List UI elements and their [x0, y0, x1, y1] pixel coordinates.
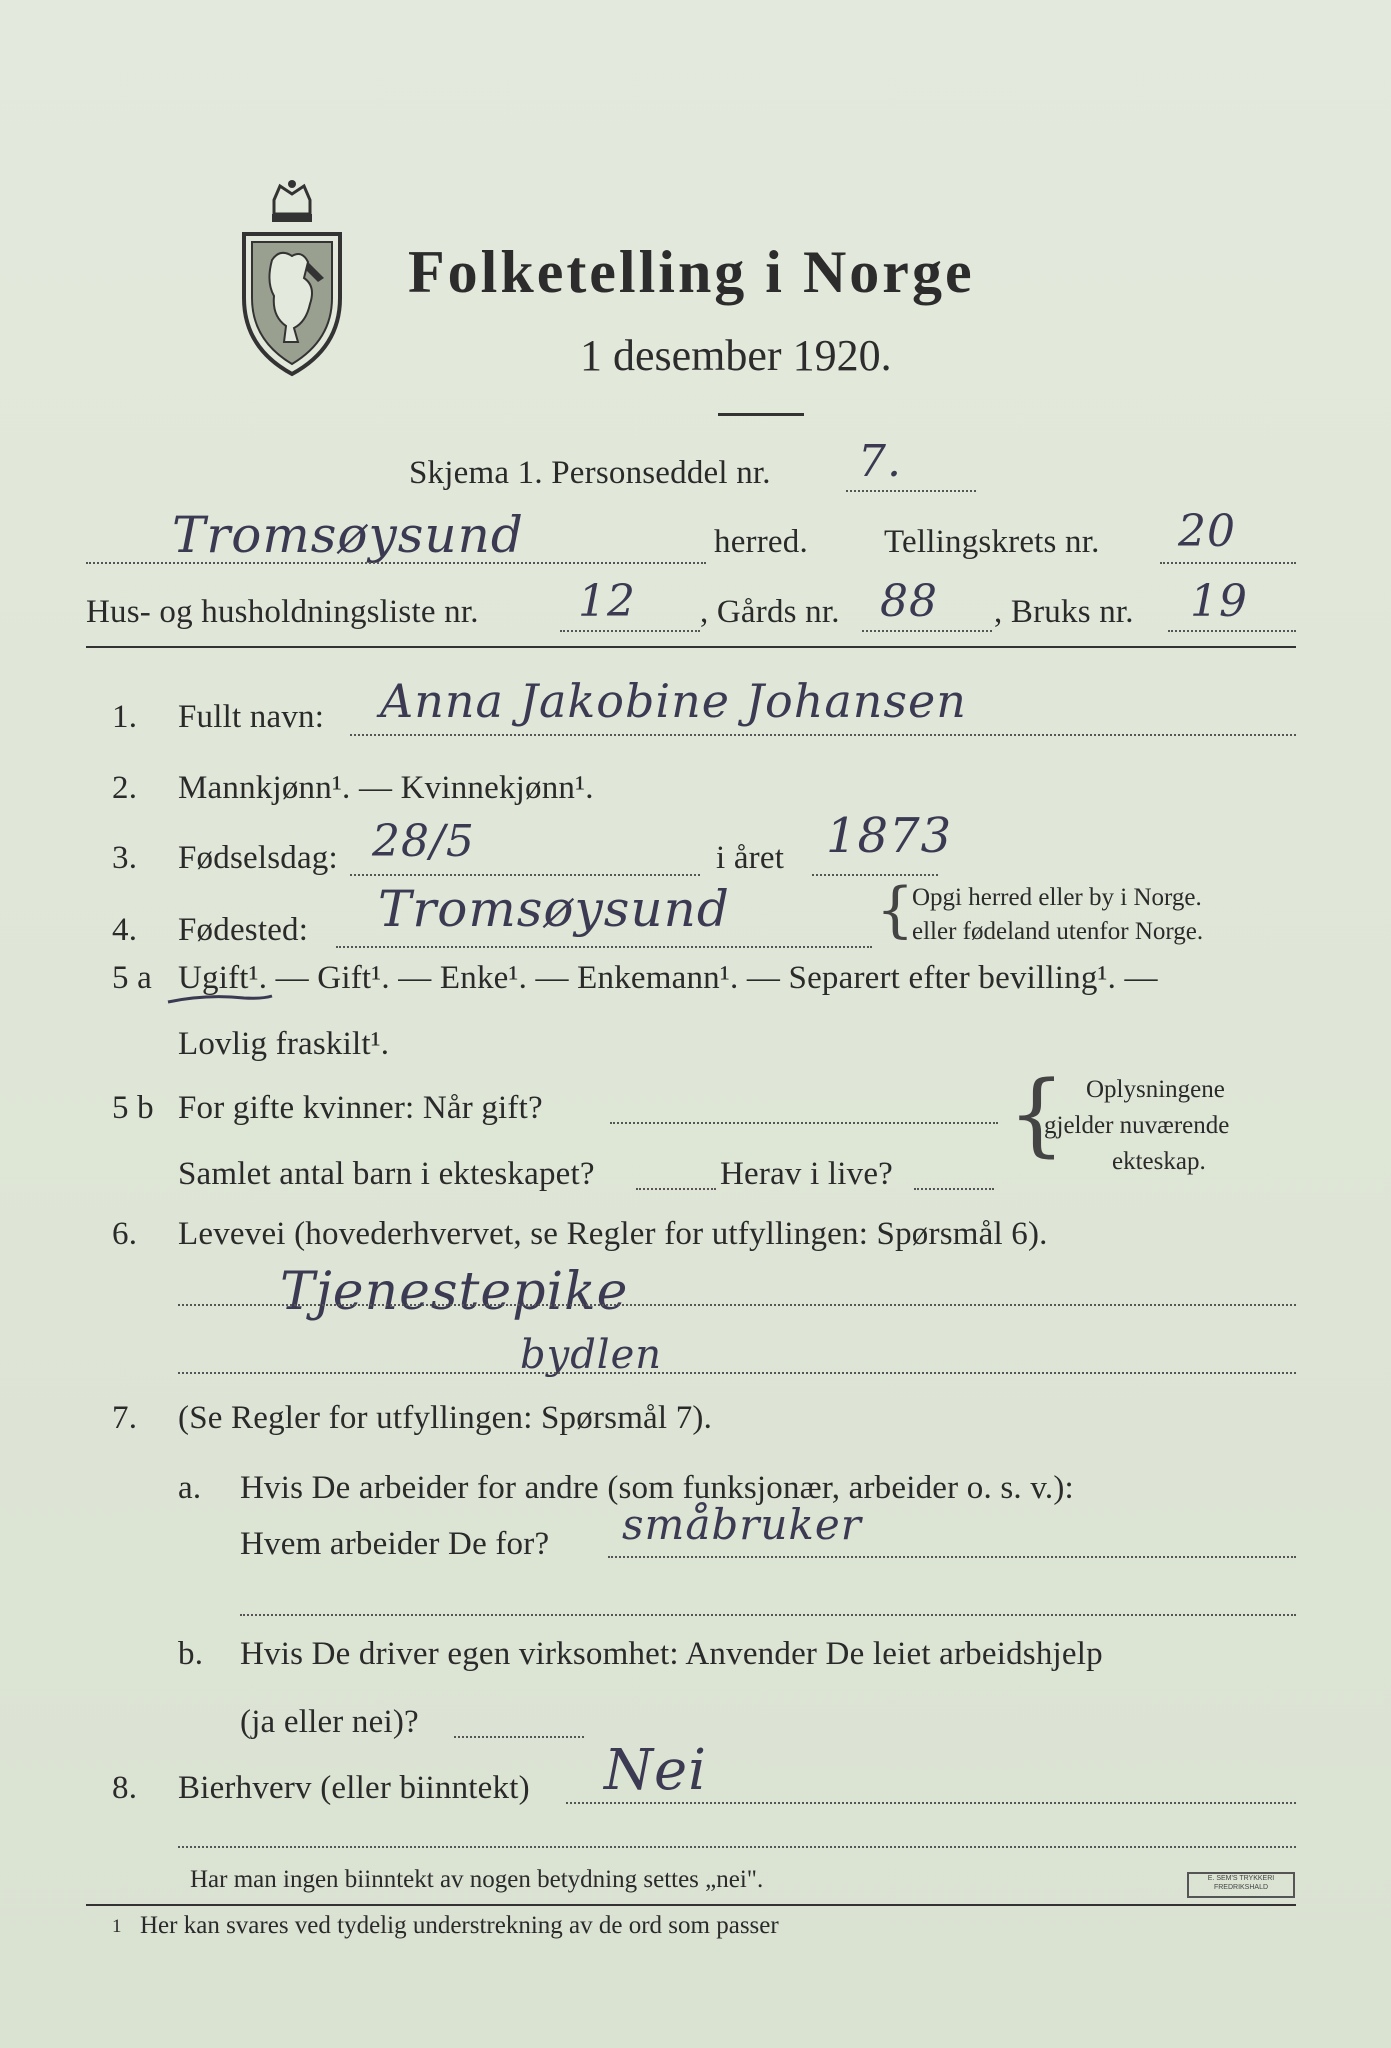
birth-year-line	[812, 874, 938, 876]
marriage-note-line2: gjelder nuværende	[1044, 1112, 1230, 1139]
footnote-number: 1	[112, 1916, 122, 1937]
when-married-line	[610, 1122, 998, 1124]
marriage-note-brace: {	[1008, 1062, 1066, 1167]
gards-line	[862, 630, 992, 632]
q8-label: Bierhverv (eller biinntekt)	[178, 1770, 530, 1806]
q4-label: Fødested:	[178, 912, 309, 948]
q3-label: Fødselsdag:	[178, 840, 338, 876]
side-income-value: Nei	[604, 1738, 708, 1803]
personseddel-number: 7.	[858, 436, 902, 487]
q1-label: Fullt navn:	[178, 699, 325, 735]
tellingskrets-line	[1160, 562, 1296, 564]
side-income-note: Har man ingen biinntekt av nogen betydning settes „nei".	[190, 1866, 764, 1893]
marriage-note-line3: ekteskap.	[1112, 1148, 1206, 1175]
children-line	[636, 1188, 716, 1190]
birth-year-value: 1873	[826, 808, 953, 864]
herred-line	[86, 562, 706, 564]
birthplace-note-line1: Opgi herred eller by i Norge.	[912, 884, 1202, 911]
birthplace-brace: {	[876, 875, 915, 945]
ugift-underline-mark	[166, 990, 276, 1010]
gards-number: 88	[880, 576, 938, 627]
q6-label: Levevei (hovederhvervet, se Regler for utfyllingen: Spørsmål 6).	[178, 1216, 1048, 1252]
q5b-alive-label: Herav i live?	[720, 1156, 894, 1192]
q5b-number: 5 b	[112, 1090, 154, 1126]
q2-number: 2.	[112, 770, 138, 806]
employer-line-1	[608, 1556, 1296, 1558]
full-name-value: Anna Jakobine Johansen	[380, 674, 967, 728]
occupation-place-value: bydlen	[520, 1332, 663, 1378]
birth-year-label: i året	[716, 840, 785, 876]
personseddel-line	[846, 490, 976, 492]
form-title: Folketelling i Norge	[408, 239, 975, 305]
q7a-employer-label: Hvem arbeider De for?	[240, 1526, 550, 1562]
marriage-note-line1: Oplysningene	[1086, 1076, 1225, 1103]
q5a-marital-options: Ugift¹. — Gift¹. — Enke¹. — Enkemann¹. — Separert efter bevilling¹. —	[178, 960, 1158, 996]
footnote-text: Her kan svares ved tydelig understrekning av de ord som passer	[140, 1912, 779, 1939]
birthplace-value: Tromsøysund	[378, 880, 730, 938]
employer-value: småbruker	[622, 1500, 862, 1549]
q7-label: (Se Regler for utfyllingen: Spørsmål 7).	[178, 1400, 713, 1436]
title-divider	[718, 413, 804, 416]
q5b-children-label: Samlet antal barn i ekteskapet?	[178, 1156, 595, 1192]
birthplace-note-line2: eller fødeland utenfor Norge.	[912, 918, 1204, 945]
side-income-line-1	[566, 1802, 1296, 1804]
herred-value: Tromsøysund	[172, 506, 524, 564]
alive-line	[914, 1188, 994, 1190]
full-name-line	[350, 734, 1296, 736]
header-divider	[86, 646, 1296, 648]
husholdningsliste-number: 12	[578, 576, 636, 627]
q7b-yes-no-label: (ja eller nei)?	[240, 1704, 419, 1740]
occupation-value: Tjenestepike	[280, 1262, 629, 1322]
q7a-question: Hvis De arbeider for andre (som funksjonær, arbeider o. s. v.):	[240, 1470, 1074, 1506]
q2-label: Mannkjønn¹. — Kvinnekjønn¹.	[178, 770, 594, 806]
schema-label: Skjema 1. Personseddel nr.	[409, 455, 771, 491]
bruks-line	[1168, 630, 1296, 632]
footer-divider	[86, 1904, 1296, 1906]
norwegian-lion-crest-icon	[236, 178, 348, 378]
q6-number: 6.	[112, 1216, 138, 1252]
side-income-line-2	[178, 1846, 1296, 1848]
q7a-letter: a.	[178, 1470, 202, 1506]
employer-line-2	[240, 1614, 1296, 1616]
husholdningsliste-line	[560, 630, 700, 632]
q5a-number: 5 a	[112, 960, 152, 996]
herred-label: herred.	[714, 524, 808, 560]
q5a-fraskilt: Lovlig fraskilt¹.	[178, 1026, 390, 1062]
q1-number: 1.	[112, 699, 138, 735]
census-date: 1 desember 1920.	[580, 331, 892, 380]
occupation-line-1	[178, 1304, 1296, 1306]
birthday-line	[350, 874, 700, 876]
gards-label: , Gårds nr.	[700, 594, 840, 630]
birthday-value: 28/5	[372, 816, 475, 867]
printer-stamp: E. SEM'S TRYKKERI FREDRIKSHALD	[1187, 1872, 1295, 1898]
husholdningsliste-label: Hus- og husholdningsliste nr.	[86, 594, 479, 630]
hired-help-line	[454, 1736, 584, 1738]
q3-number: 3.	[112, 840, 138, 876]
bruks-number: 19	[1190, 576, 1248, 627]
q8-number: 8.	[112, 1770, 138, 1806]
tellingskrets-number: 20	[1178, 506, 1236, 557]
q7b-letter: b.	[178, 1636, 204, 1672]
birthplace-line	[336, 946, 872, 948]
q5b-when-married: For gifte kvinner: Når gift?	[178, 1090, 543, 1126]
q7-number: 7.	[112, 1400, 138, 1436]
bruks-label: , Bruks nr.	[994, 594, 1134, 630]
q7b-question: Hvis De driver egen virksomhet: Anvender De leiet arbeidshjelp	[240, 1636, 1103, 1672]
occupation-line-2	[178, 1372, 1296, 1374]
q4-number: 4.	[112, 912, 138, 948]
tellingskrets-label: Tellingskrets nr.	[884, 524, 1100, 560]
